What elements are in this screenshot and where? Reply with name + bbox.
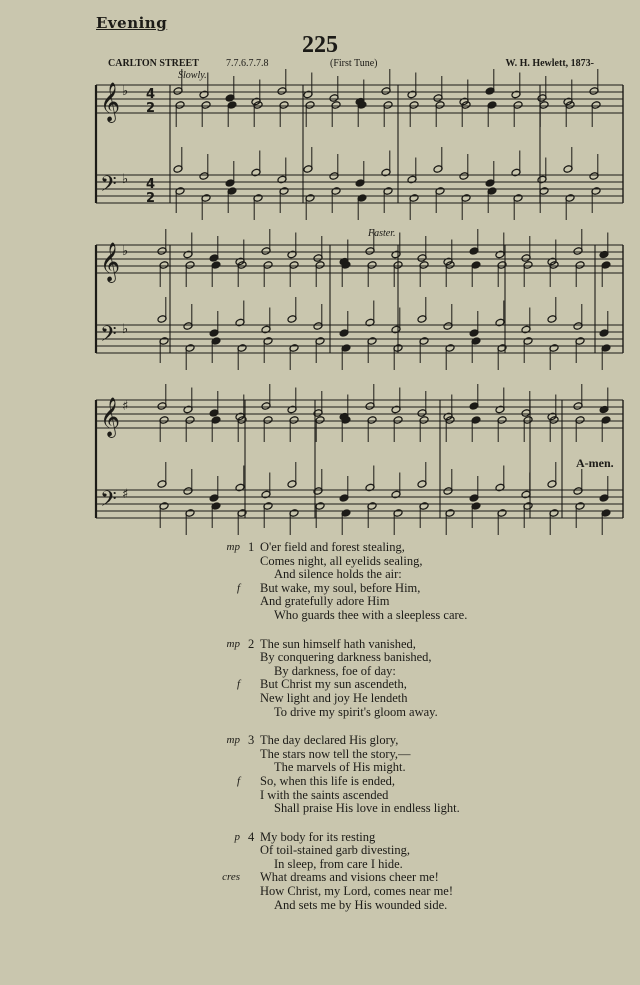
verse-line [212, 871, 622, 885]
verse-text: I with the saints ascended [260, 787, 389, 802]
verse-line [212, 748, 622, 762]
verse-line [212, 541, 622, 555]
svg-text:4: 4 [146, 177, 156, 192]
hymn-number: 225 [302, 32, 338, 58]
verse-number: 4 [248, 829, 255, 844]
verse-number: 1 [248, 540, 255, 554]
verse-text: Comes night, all eyelids sealing, [260, 553, 423, 568]
barlines [96, 85, 623, 518]
svg-text:𝄢: 𝄢 [100, 172, 117, 202]
verse-text: By darkness, foe of day: [274, 663, 396, 678]
svg-text:𝄞: 𝄞 [100, 82, 121, 122]
verse-line [212, 555, 622, 569]
verse-line [212, 858, 622, 872]
section-title: Evening [96, 14, 168, 32]
dynamic-marking: mp [226, 734, 240, 747]
verse-line [212, 789, 622, 803]
verse [212, 734, 622, 816]
verse-line [212, 582, 622, 596]
verse [212, 541, 622, 623]
verse-line [212, 844, 622, 858]
verse-text: O'er field and forest stealing, [260, 540, 405, 554]
verse-line [212, 734, 622, 748]
dynamic-marking: mp [226, 541, 240, 553]
verse-line [212, 761, 622, 775]
verse-text: By conquering darkness banished, [260, 650, 432, 665]
verse-text: My body for its resting [260, 829, 376, 844]
svg-text:𝄞: 𝄞 [100, 397, 121, 437]
verse-line [212, 665, 622, 679]
verse-number: 2 [248, 636, 255, 651]
amen-text: A-men. [576, 456, 614, 470]
verse-text: Of toil-stained garb divesting, [260, 843, 410, 858]
verse [212, 638, 622, 720]
svg-text:2: 2 [146, 101, 156, 116]
verse-text: The marvels of His might. [274, 760, 406, 775]
verse-text: In sleep, from care I hide. [274, 856, 403, 871]
verse-text: The stars now tell the story,— [260, 746, 411, 761]
verse-line [212, 609, 622, 623]
verse-line [212, 692, 622, 706]
svg-text:4: 4 [146, 87, 156, 102]
notes [157, 69, 611, 535]
verse-line [212, 775, 622, 789]
verse-line [212, 831, 622, 845]
svg-text:2: 2 [146, 191, 156, 206]
dynamic-marking: p [234, 830, 240, 843]
svg-text:𝄞: 𝄞 [100, 242, 121, 282]
svg-text:♭: ♭ [122, 244, 129, 259]
dynamic-marking: cres [222, 871, 240, 884]
staff-lines [96, 85, 623, 518]
verse-line [212, 651, 622, 665]
verse-line [212, 568, 622, 582]
hymn-verses [212, 541, 622, 927]
verse-text: The day declared His glory, [260, 733, 399, 748]
composer: W. H. Hewlett, 1873- [505, 58, 594, 69]
verse-line [212, 638, 622, 652]
svg-text:♭: ♭ [122, 84, 129, 99]
svg-text:𝄢: 𝄢 [100, 322, 117, 352]
verse-text: So, when this life is ended, [260, 773, 396, 788]
clefs [100, 82, 155, 517]
tune-note: (First Tune) [330, 58, 378, 69]
svg-text:♭: ♭ [122, 172, 129, 187]
verse-line [212, 899, 622, 913]
tune-name: CARLTON STREET [108, 58, 199, 69]
verse-number: 3 [248, 733, 255, 748]
svg-text:♯: ♯ [122, 399, 129, 414]
verse-text: The sun himself hath vanished, [260, 636, 416, 651]
verse-text: How Christ, my Lord, comes near me! [260, 884, 454, 899]
verse-text: And sets me by His wounded side. [274, 897, 448, 912]
verse-text: And gratefully adore Him [260, 594, 390, 609]
tempo-marking-slowly: Slowly. [178, 70, 207, 81]
dynamic-marking: f [236, 678, 240, 691]
dynamic-marking: f [236, 774, 240, 787]
verse [212, 831, 622, 913]
verse-text: What dreams and visions cheer me! [260, 870, 439, 885]
verse-line [212, 706, 622, 720]
tempo-marking-faster: Faster. [368, 228, 396, 239]
verse-line [212, 678, 622, 692]
verse-line [212, 595, 622, 609]
verse-text: But wake, my soul, before Him, [260, 580, 421, 595]
dynamic-marking: mp [226, 637, 240, 650]
svg-text:♯: ♯ [122, 487, 129, 502]
verse-text: New light and joy He lendeth [260, 690, 408, 705]
verse-text: But Christ my sun ascendeth, [260, 677, 407, 692]
verse-line [212, 885, 622, 899]
verse-text: To drive my spirit's gloom away. [274, 704, 438, 719]
meter: 7.7.6.7.7.8 [226, 58, 269, 69]
svg-text:𝄢: 𝄢 [100, 487, 117, 517]
verse-line [212, 802, 622, 816]
verse-text: Who guards thee with a sleepless care. [274, 607, 468, 622]
svg-text:♭: ♭ [122, 322, 129, 337]
verse-text: And silence holds the air: [274, 567, 402, 582]
dynamic-marking: f [236, 581, 240, 594]
verse-text: Shall praise His love in endless light. [274, 801, 460, 816]
